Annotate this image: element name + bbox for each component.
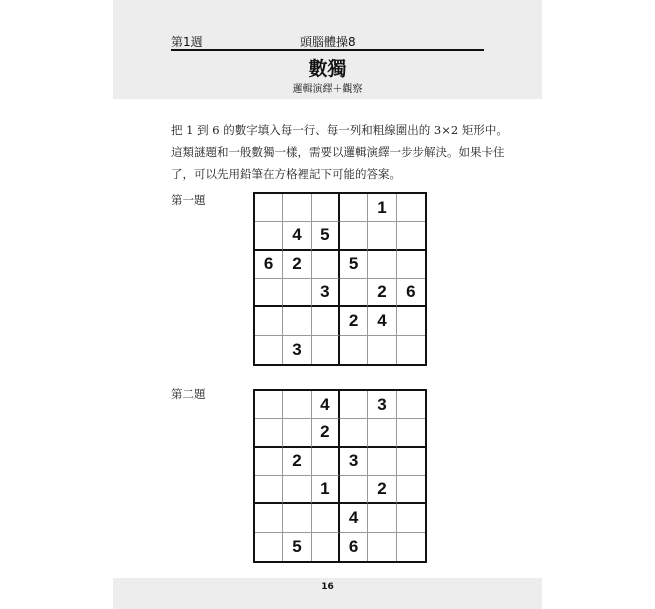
sudoku-cell[interactable]: 6: [340, 533, 368, 561]
sudoku-cell[interactable]: 5: [340, 251, 368, 279]
sudoku-cell[interactable]: 2: [368, 476, 396, 504]
sudoku-cell[interactable]: 6: [397, 279, 425, 307]
sudoku-cell[interactable]: [312, 533, 340, 561]
sudoku-cell[interactable]: [340, 476, 368, 504]
sudoku-cell[interactable]: [255, 279, 283, 307]
sudoku-grid-1: [253, 192, 427, 366]
sudoku-cell[interactable]: [255, 533, 283, 561]
sudoku-cell[interactable]: [368, 448, 396, 476]
sudoku-cell[interactable]: [340, 279, 368, 307]
sudoku-cell[interactable]: [312, 448, 340, 476]
sudoku-cell[interactable]: [255, 336, 283, 364]
sudoku-cell[interactable]: [255, 391, 283, 419]
sudoku-cell[interactable]: [283, 391, 311, 419]
sudoku-cell[interactable]: 2: [340, 307, 368, 335]
puzzle-1-label: 第一題: [171, 193, 206, 207]
sudoku-cell[interactable]: 3: [283, 336, 311, 364]
sudoku-cell[interactable]: [397, 336, 425, 364]
page-subtitle: 邏輯演繹＋觀察: [292, 84, 363, 95]
sudoku-cell[interactable]: 4: [340, 504, 368, 532]
sudoku-cell[interactable]: 5: [312, 222, 340, 250]
sudoku-cell[interactable]: [255, 307, 283, 335]
sudoku-grid-2: [253, 389, 427, 563]
sudoku-cell[interactable]: 4: [368, 307, 396, 335]
instruction-line: 了，可以先用鉛筆在方格裡記下可能的答案。: [171, 167, 401, 181]
sudoku-cell[interactable]: [397, 476, 425, 504]
sudoku-cell[interactable]: [397, 307, 425, 335]
page-number: 16: [321, 582, 334, 592]
sudoku-cell[interactable]: [397, 419, 425, 447]
sudoku-cell[interactable]: [340, 194, 368, 222]
sudoku-cell[interactable]: [283, 307, 311, 335]
sudoku-cell[interactable]: [283, 476, 311, 504]
sudoku-cell[interactable]: [368, 533, 396, 561]
sudoku-cell[interactable]: 3: [312, 279, 340, 307]
sudoku-cell[interactable]: [312, 336, 340, 364]
sudoku-cell[interactable]: [255, 222, 283, 250]
header-rule: [171, 49, 484, 51]
sudoku-cell[interactable]: 4: [283, 222, 311, 250]
instruction-line: 這類謎題和一般數獨一樣，需要以邏輯演繹一步步解決。如果卡住: [171, 145, 505, 159]
sudoku-cell[interactable]: [312, 194, 340, 222]
sudoku-cell[interactable]: [255, 504, 283, 532]
sudoku-cell[interactable]: [397, 533, 425, 561]
week-label: 第1週: [171, 35, 203, 49]
sudoku-cell[interactable]: 4: [312, 391, 340, 419]
sudoku-cell[interactable]: [312, 307, 340, 335]
instruction-line: 把 1 到 6 的數字填入每一行、每一列和粗線圍出的 3×2 矩形中。: [171, 123, 508, 137]
sudoku-cell[interactable]: 2: [283, 448, 311, 476]
sudoku-cell[interactable]: [283, 194, 311, 222]
puzzle-2-label: 第二題: [171, 387, 206, 401]
sudoku-cell[interactable]: [368, 251, 396, 279]
sudoku-cell[interactable]: 1: [368, 194, 396, 222]
sudoku-cell[interactable]: [255, 448, 283, 476]
sudoku-cell[interactable]: [340, 391, 368, 419]
sudoku-cell[interactable]: [368, 504, 396, 532]
sudoku-cell[interactable]: [340, 336, 368, 364]
sudoku-cell[interactable]: [255, 476, 283, 504]
sudoku-cell[interactable]: [312, 251, 340, 279]
series-label: 頭腦體操8: [300, 35, 356, 49]
sudoku-cell[interactable]: [397, 448, 425, 476]
sudoku-cell[interactable]: 2: [368, 279, 396, 307]
page-title: 數獨: [308, 58, 347, 80]
sudoku-cell[interactable]: [368, 222, 396, 250]
sudoku-cell[interactable]: [255, 419, 283, 447]
sudoku-cell[interactable]: 2: [283, 251, 311, 279]
sudoku-cell[interactable]: 1: [312, 476, 340, 504]
sudoku-cell[interactable]: [397, 194, 425, 222]
sudoku-cell[interactable]: [312, 504, 340, 532]
sudoku-cell[interactable]: 5: [283, 533, 311, 561]
sudoku-cell[interactable]: [397, 251, 425, 279]
sudoku-cell[interactable]: [283, 504, 311, 532]
sudoku-cell[interactable]: [368, 419, 396, 447]
sudoku-cell[interactable]: [368, 336, 396, 364]
sudoku-cell[interactable]: [340, 419, 368, 447]
sudoku-cell[interactable]: [255, 194, 283, 222]
sudoku-cell[interactable]: [397, 391, 425, 419]
sudoku-cell[interactable]: [397, 222, 425, 250]
sudoku-cell[interactable]: 3: [368, 391, 396, 419]
sudoku-cell[interactable]: 2: [312, 419, 340, 447]
sudoku-cell[interactable]: 6: [255, 251, 283, 279]
instructions: [171, 119, 508, 185]
sudoku-cell[interactable]: 3: [340, 448, 368, 476]
sudoku-cell[interactable]: [283, 419, 311, 447]
sudoku-cell[interactable]: [283, 279, 311, 307]
sudoku-cell[interactable]: [340, 222, 368, 250]
sudoku-cell[interactable]: [397, 504, 425, 532]
